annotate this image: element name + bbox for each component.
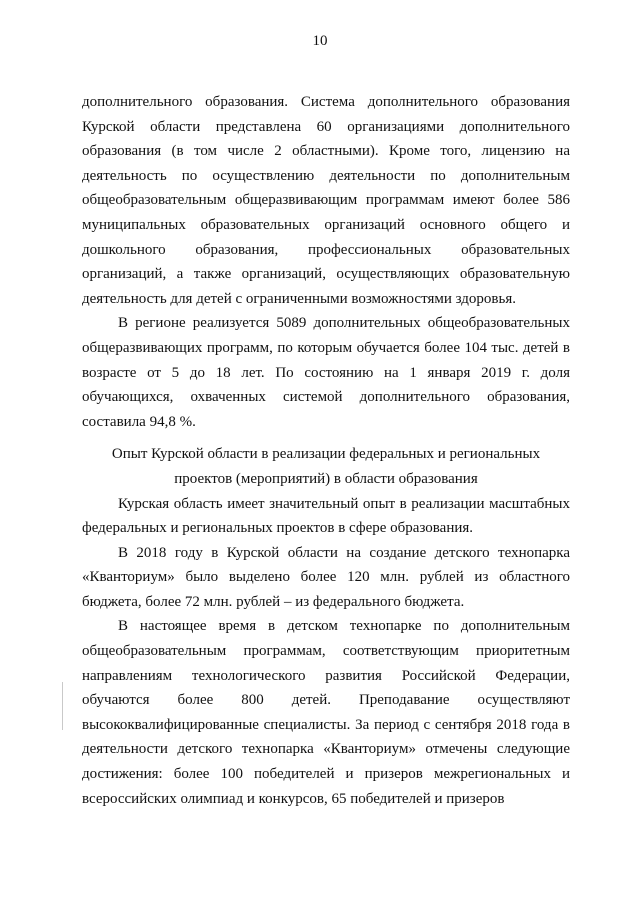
margin-rule [62, 682, 63, 730]
paragraph-4: В 2018 году в Курской области на создание детского технопарка «Кванториум» было выделено более 120 млн. рублей из областного бюджета, более 72 млн. рублей – из федерального бюджета. [82, 544, 570, 610]
paragraph-2: В регионе реализуется 5089 дополнительных общеобразовательных общеразвивающих программ, по которым обучается более 104 тыс. детей в возрасте от 5 до 18 лет. По состоянию на 1 января 2019 г. доля обучающихся, охваченных системой дополнительного образования, составила 94,8 %. [82, 315, 570, 430]
page-number: 10 [312, 33, 328, 49]
section-heading-line-2: проектов (мероприятий) в области образования [174, 470, 478, 487]
paragraph-1: дополнительного образования. Система дополнительного образования Курской области представлена 60 организациями дополнительного образования (в том числе 2 областными). Кроме того, лицензию на деятельность по осуществлению деятельности по дополнительным общеобразовательным общеразвивающим программам имеют более 586 муниципальных образовательных организаций основного общего и дошкольного образования, профессиональных образовательных организаций, а также организаций, осуществляющих образовательную деятельность для детей с ограниченными возможностями здоровья. [82, 94, 570, 307]
paragraph-5: В настоящее время в детском технопарке по дополнительным общеобразовательным программам, соответствующим приоритетным направлениям технологического развития Российской Федерации, обучаются более 800 детей. Преподавание осуществляют высококвалифицированные специалисты. За период с сентября 2018 года в деятельности детского технопарка «Кванториум» отмечены следующие достижения: более 100 победителей и призеров межрегиональных и всероссийских олимпиад и конкурсов, 65 победителей и призеров [82, 618, 570, 807]
section-heading-line-1: Опыт Курской области в реализации федеральных и региональных [111, 446, 541, 463]
section-heading [82, 434, 570, 491]
document-body [82, 90, 570, 811]
paragraph-3: Курская область имеет значительный опыт в реализации масштабных федеральных и региональных проектов в сфере образования. [82, 495, 570, 537]
